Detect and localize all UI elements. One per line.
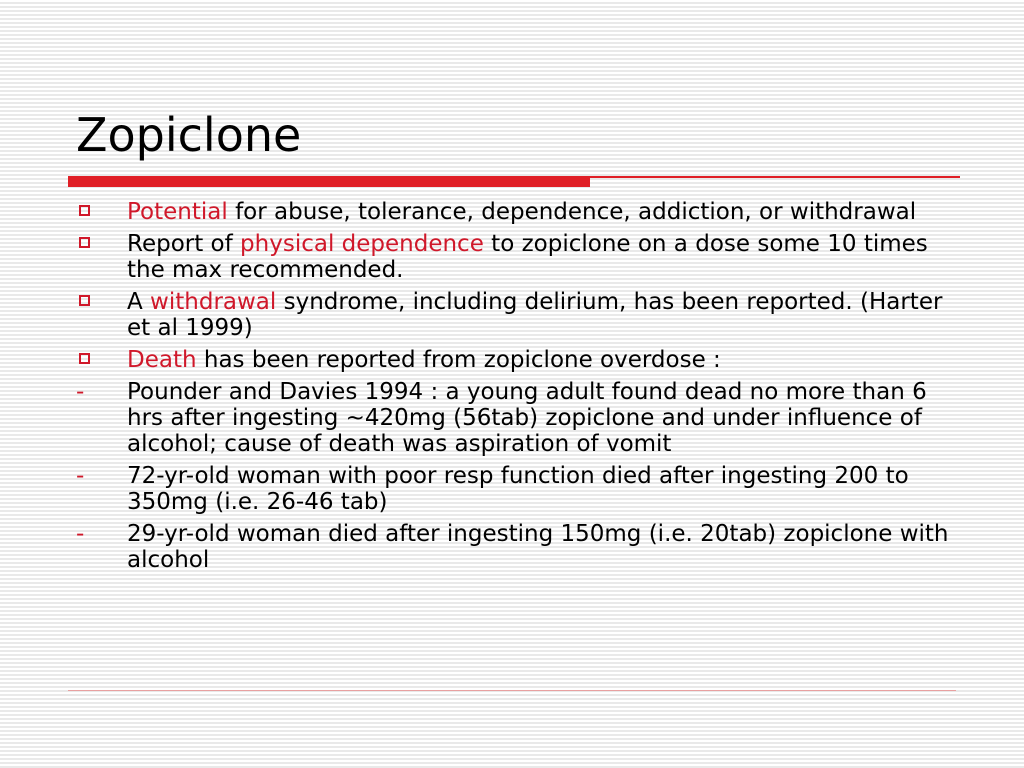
sub-bullet-72-yr-old	[76, 463, 966, 515]
bullet-text-after: syndrome, including delirium, has been reported. (Harter et al 1999)	[127, 289, 943, 341]
bullet-highlight: Death	[127, 347, 197, 373]
dash-bullet-icon: -	[76, 379, 85, 405]
bullet-text-before: Report of	[127, 231, 241, 257]
square-bullet-icon	[79, 295, 90, 306]
slide-title: Zopiclone	[76, 108, 302, 162]
bullet-item-death	[76, 347, 966, 373]
bullet-text-after: for abuse, tolerance, dependence, addiction, or withdrawal	[227, 199, 917, 225]
footer-divider	[68, 690, 956, 691]
sub-bullet-text: 29-yr-old woman died after ingesting 150mg (i.e. 20tab) zopiclone with alcohol	[127, 521, 949, 573]
square-bullet-icon	[79, 205, 90, 216]
square-bullet-icon	[79, 353, 90, 364]
dash-bullet-icon: -	[76, 463, 85, 489]
bullet-text-after: to zopiclone on a dose some 10 times the max recommended.	[127, 231, 928, 283]
square-bullet-icon	[79, 237, 90, 248]
sub-bullet-pounder-davies	[76, 379, 966, 457]
sub-bullet-text: Pounder and Davies 1994 : a young adult found dead no more than 6 hrs after ingesting ~420mg (56tab) zopiclone and under influence of alcohol; cause of death was aspiration of vomit	[127, 379, 927, 457]
bullet-text-before: A	[127, 289, 151, 315]
bullet-highlight: withdrawal	[150, 289, 277, 315]
bullet-text-after: has been reported from zopiclone overdose :	[196, 347, 721, 373]
title-underline-thin	[590, 176, 960, 178]
sub-bullet-29-yr-old	[76, 521, 966, 573]
bullet-list	[76, 199, 966, 579]
bullet-item-potential	[76, 199, 966, 225]
bullet-item-physical-dependence	[76, 231, 966, 283]
bullet-highlight: physical dependence	[240, 231, 484, 257]
title-underline-thick	[68, 176, 590, 187]
bullet-item-withdrawal	[76, 289, 966, 341]
bullet-highlight: Potential	[127, 199, 228, 225]
dash-bullet-icon: -	[76, 521, 85, 547]
sub-bullet-text: 72-yr-old woman with poor resp function died after ingesting 200 to 350mg (i.e. 26-46 tab)	[127, 463, 909, 515]
